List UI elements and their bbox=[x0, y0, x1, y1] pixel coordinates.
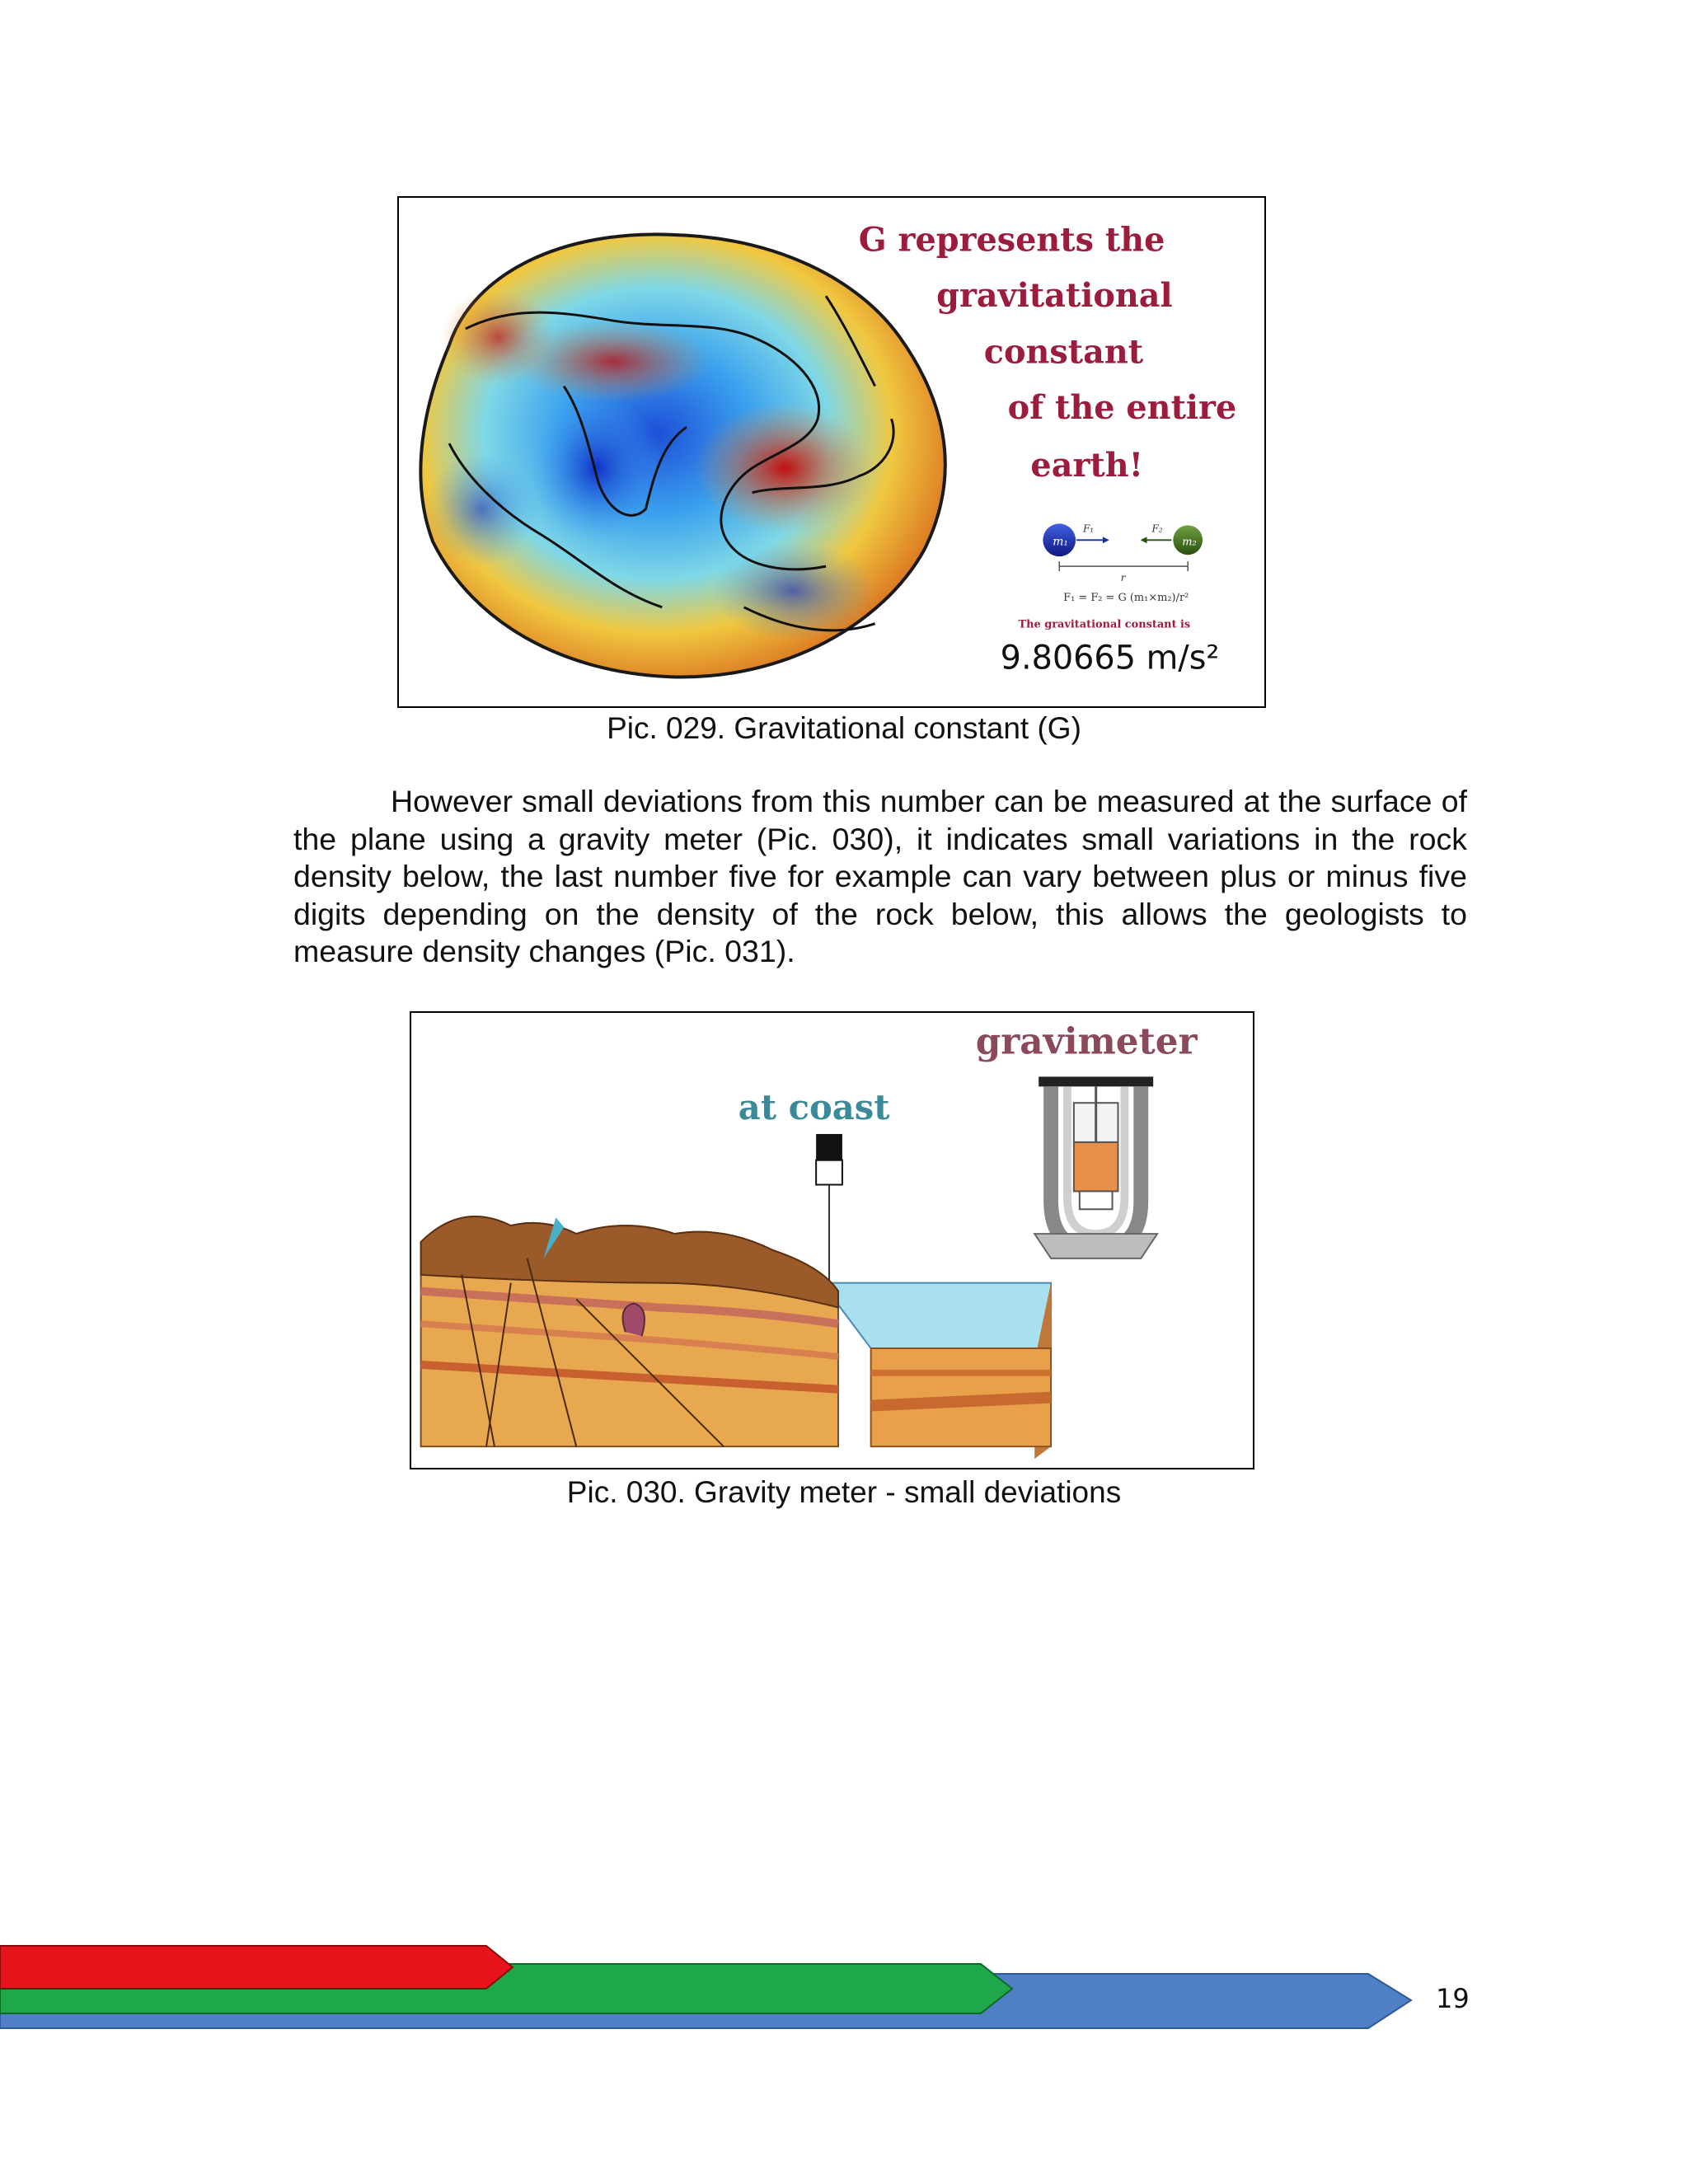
page-number: 19 bbox=[1436, 1983, 1470, 2014]
mass-1-label: m₁ bbox=[1053, 535, 1069, 549]
geoid-illustration bbox=[399, 198, 1264, 706]
land-cross-section bbox=[421, 1216, 838, 1446]
at-coast-label: at coast bbox=[738, 1087, 890, 1128]
constant-value: 9.80665 m/s² bbox=[1000, 639, 1220, 677]
force-2-label: F₂ bbox=[1151, 523, 1163, 535]
heading-line-1: G represents the bbox=[858, 221, 1165, 260]
constant-label: The gravitational constant is bbox=[1018, 618, 1191, 631]
ribbon-red bbox=[0, 1946, 513, 1989]
force-1-label: F₁ bbox=[1083, 523, 1095, 535]
mass-2-label: m₂ bbox=[1182, 536, 1197, 549]
body-paragraph bbox=[293, 783, 1467, 971]
heading-line-5: earth! bbox=[1030, 446, 1144, 485]
gravity-meter-illustration bbox=[411, 1013, 1253, 1468]
heading-line-2: gravitational bbox=[936, 277, 1173, 316]
formula: F₁ = F₂ = G (m₁×m₂)/r² bbox=[1063, 591, 1189, 604]
heading-line-3: constant bbox=[983, 333, 1144, 372]
paragraph-text: However small deviations from this number can be measured at the surface of the plane using a gravity meter (Pic. 030), it indicates small variations in the rock density below, the last number five for example can vary between plus or minus five digits depending on the density of the rock below, this allows the geologists to measure density changes (Pic. 031). bbox=[293, 784, 1467, 968]
meter-device-body bbox=[816, 1160, 842, 1185]
figure-caption-029: Pic. 029. Gravitational constant (G) bbox=[607, 711, 1081, 745]
heading-line-4: of the entire bbox=[1007, 389, 1237, 428]
figure-caption-030: Pic. 030. Gravity meter - small deviations bbox=[566, 1475, 1122, 1509]
distance-label: r bbox=[1120, 571, 1126, 583]
gravimeter-instrument bbox=[1034, 1076, 1157, 1258]
footer-ribbon bbox=[0, 1941, 1418, 2040]
figure-gravity-meter bbox=[410, 1011, 1254, 1469]
figure-gravitational-constant bbox=[397, 196, 1266, 708]
sea-block bbox=[822, 1283, 1051, 1459]
meter-device-top bbox=[816, 1134, 842, 1160]
gravimeter-label: gravimeter bbox=[975, 1020, 1198, 1063]
